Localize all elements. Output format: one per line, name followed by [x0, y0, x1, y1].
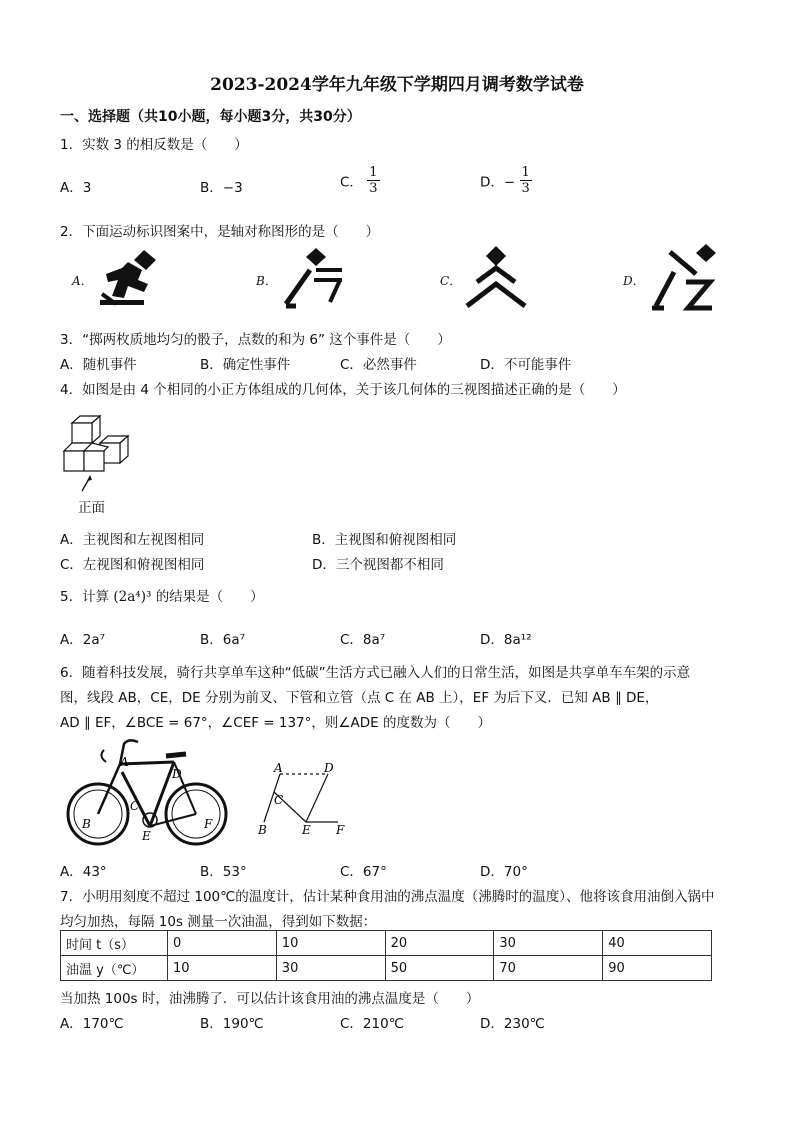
diagram-label-d: D — [324, 761, 334, 775]
running-figure-icon — [650, 244, 720, 314]
q3-stem: 3．“掷两枚质地均匀的骰子，点数的和为 6” 这个事件是（ ） — [60, 332, 451, 348]
bicycle-illustration — [62, 736, 230, 848]
q4-option-d: D．三个视图都不相同 — [312, 557, 444, 573]
q1-c-numerator: 1 — [369, 165, 378, 180]
skiing-figure-icon — [98, 248, 160, 310]
q5-stem-prefix: 5．计算 — [60, 589, 110, 605]
q5-option-a: A．2a⁷ — [60, 632, 106, 648]
table-row — [61, 956, 712, 981]
q3-option-d: D．不可能事件 — [480, 357, 572, 373]
q2-label-d: D． — [623, 274, 645, 288]
table-cell: 40 — [603, 931, 712, 956]
table-row-head: 时间 t（s） — [61, 931, 168, 956]
q7-option-d: D．230℃ — [480, 1016, 545, 1032]
front-view-label: 正面 — [78, 500, 105, 516]
q4-option-a: A．主视图和左视图相同 — [60, 532, 205, 548]
diagram-label-b: B — [258, 823, 267, 837]
q5-stem — [60, 585, 264, 605]
q1-d-denominator: 3 — [521, 181, 530, 196]
q7-option-c: C．210℃ — [340, 1016, 404, 1032]
q2-stem: 2．下面运动标识图案中，是轴对称图形的是（ ） — [60, 224, 380, 240]
table-cell: 90 — [603, 956, 712, 981]
bike-label-d: D — [172, 767, 182, 781]
q3-option-a: A．随机事件 — [60, 357, 137, 373]
hurdle-figure-icon — [282, 248, 348, 310]
q7-line1: 7．小明用刻度不超过 100℃的温度计，估计某种食用油的沸点温度（沸腾时的温度）、他将该食用油倒入锅中 — [60, 889, 715, 905]
q4-option-c: C．左视图和俯视图相同 — [60, 557, 205, 573]
q5-stem-suffix: 的结果是（ ） — [155, 589, 264, 605]
table-cell: 20 — [385, 931, 494, 956]
q1-c-denominator: 3 — [369, 181, 378, 196]
cubes-figure — [60, 413, 140, 493]
jumping-figure-icon — [463, 246, 529, 312]
q1-option-c-fraction — [367, 165, 379, 196]
table-row — [61, 931, 712, 956]
frame-geometry-diagram — [254, 760, 354, 838]
bike-label-f: F — [204, 817, 213, 831]
q6-line2: 图，线段 AB，CE，DE 分别为前叉、下管和立管（点 C 在 AB 上），EF 为后下叉．已知 AB ∥ DE， — [60, 690, 659, 706]
q5-option-d: D．8a¹² — [480, 632, 532, 648]
diagram-label-a: A — [274, 761, 283, 775]
q1-option-c-prefix: C． — [340, 174, 363, 191]
table-cell: 30 — [494, 931, 603, 956]
q1-stem: 1．实数 3 的相反数是（ ） — [60, 137, 248, 153]
bike-label-c: C — [130, 799, 140, 813]
table-cell: 10 — [168, 956, 277, 981]
section-heading: 一、选择题（共10小题，每小题3分，共30分） — [60, 109, 361, 125]
bike-label-e: E — [142, 829, 151, 843]
diagram-label-f: F — [336, 823, 345, 837]
q6-option-a: A．43° — [60, 864, 107, 880]
q1-option-a: A．3 — [60, 180, 92, 196]
q1-option-b: B．−3 — [200, 180, 243, 196]
table-row-head: 油温 y（℃） — [61, 956, 168, 981]
q2-label-a: A． — [72, 274, 93, 288]
table-cell: 50 — [385, 956, 494, 981]
q2-label-c: C． — [440, 274, 462, 288]
q3-option-b: B．确定性事件 — [200, 357, 291, 373]
q5-expression: (2a⁴)³ — [113, 589, 152, 605]
bike-label-a: A — [120, 755, 129, 769]
q1-option-d-prefix: D．− — [480, 174, 516, 191]
q5-option-b: B．6a⁷ — [200, 632, 246, 648]
bike-label-b: B — [82, 817, 91, 831]
table-cell: 70 — [494, 956, 603, 981]
diagram-label-e: E — [302, 823, 311, 837]
q7-data-table — [60, 930, 712, 981]
q1-option-c — [340, 165, 380, 196]
diagram-label-c: C — [274, 793, 284, 807]
table-cell: 0 — [168, 931, 277, 956]
q4-option-b: B．主视图和俯视图相同 — [312, 532, 457, 548]
q4-stem: 4．如图是由 4 个相同的小正方体组成的几何体，关于该几何体的三视图描述正确的是（ ） — [60, 382, 626, 398]
table-cell: 30 — [276, 956, 385, 981]
q7-line2: 均匀加热，每隔 10s 测量一次油温，得到如下数据： — [60, 914, 377, 930]
exam-title: 2023-2024学年九年级下学期四月调考数学试卷 — [210, 75, 584, 95]
q1-option-d — [480, 165, 532, 196]
q1-option-d-fraction — [520, 165, 532, 196]
q6-line3: AD ∥ EF，∠BCE = 67°，∠CEF = 137°，则∠ADE 的度数为（ ） — [60, 715, 491, 731]
q6-option-b: B．53° — [200, 864, 247, 880]
table-cell: 10 — [276, 931, 385, 956]
q6-option-d: D．70° — [480, 864, 528, 880]
q6-line1: 6．随着科技发展，骑行共享单车这种“低碳”生活方式已融入人们的日常生活，如图是共享单车车架的示意 — [60, 665, 691, 681]
q5-option-c: C．8a⁷ — [340, 632, 386, 648]
q7-option-a: A．170℃ — [60, 1016, 124, 1032]
q7-option-b: B．190℃ — [200, 1016, 264, 1032]
q1-d-numerator: 1 — [521, 165, 530, 180]
q6-option-c: C．67° — [340, 864, 387, 880]
q3-option-c: C．必然事件 — [340, 357, 417, 373]
q2-label-b: B． — [256, 274, 277, 288]
q7-after-table: 当加热 100s 时，油沸腾了．可以估计该食用油的沸点温度是（ ） — [60, 991, 480, 1007]
